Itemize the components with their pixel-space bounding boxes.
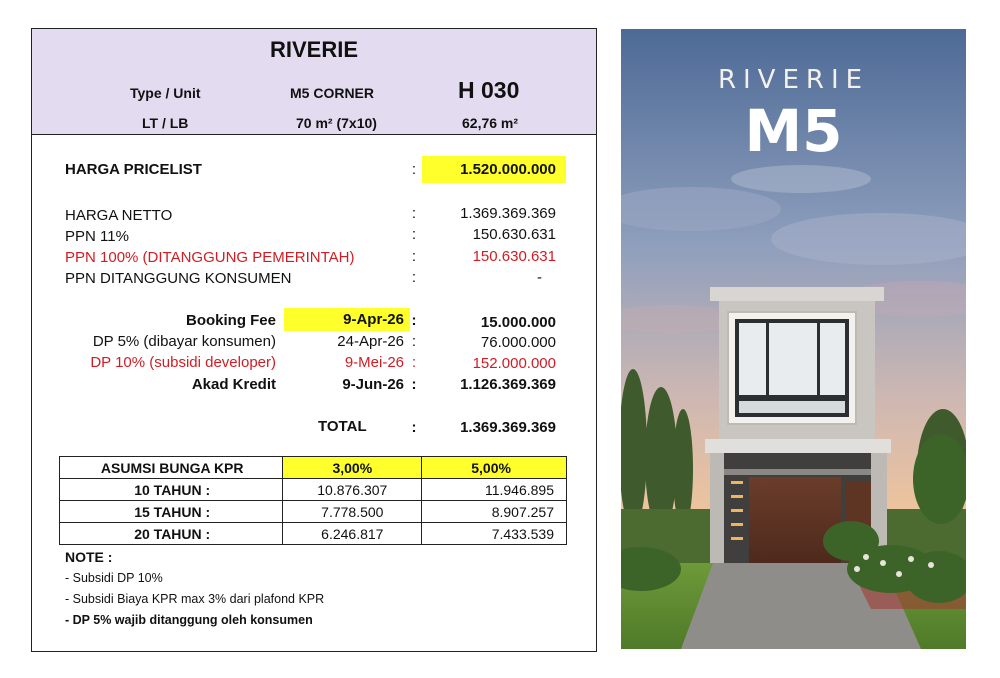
ppn-gov-colon: : bbox=[411, 248, 417, 265]
price-sheet bbox=[31, 28, 597, 652]
total-colon: : bbox=[411, 419, 417, 436]
type-value: M5 CORNER bbox=[290, 85, 375, 101]
akad-value: 1.126.369.369 bbox=[460, 376, 556, 393]
ppn-consumer-colon: : bbox=[411, 269, 417, 286]
ppn-colon: : bbox=[411, 226, 417, 243]
note-title: NOTE : bbox=[65, 549, 113, 565]
ppn-consumer-label: PPN DITANGGUNG KONSUMEN bbox=[65, 270, 292, 287]
unit-code: H 030 bbox=[458, 77, 520, 103]
kpr-table bbox=[59, 456, 567, 545]
table-row bbox=[60, 479, 567, 501]
dp10-date: 9-Mei-26 bbox=[344, 354, 404, 371]
poster-model: M5 bbox=[744, 97, 843, 165]
kpr-installment-rate-2: 7.433.539 bbox=[422, 523, 567, 545]
total-value: 1.369.369.369 bbox=[460, 419, 556, 436]
dp5-value: 76.000.000 bbox=[480, 334, 556, 351]
booking-date: 9-Apr-26 bbox=[284, 308, 410, 331]
building-area: 62,76 m² bbox=[462, 115, 519, 131]
kpr-term-label: 10 TAHUN : bbox=[60, 479, 283, 501]
note-item: - DP 5% wajib ditanggung oleh konsumen bbox=[65, 613, 313, 627]
kpr-installment-rate-1: 10.876.307 bbox=[283, 479, 422, 501]
dp10-label: DP 10% (subsidi developer) bbox=[90, 354, 276, 371]
dp5-label: DP 5% (dibayar konsumen) bbox=[92, 333, 276, 350]
table-row bbox=[60, 501, 567, 523]
poster-brand: RIVERIE bbox=[717, 65, 870, 95]
akad-colon: : bbox=[411, 376, 417, 393]
kpr-header-row bbox=[60, 457, 567, 479]
project-title: RIVERIE bbox=[269, 37, 359, 62]
land-area: 70 m² (7x10) bbox=[296, 115, 377, 131]
pricelist-value: 1.520.000.000 bbox=[422, 156, 566, 183]
note-item: - Subsidi Biaya KPR max 3% dari plafond KPR bbox=[65, 592, 325, 606]
table-row bbox=[60, 523, 567, 545]
booking-label: Booking Fee bbox=[185, 312, 276, 329]
dp5-date: 24-Apr-26 bbox=[337, 333, 404, 350]
ppn-gov-label: PPN 100% (DITANGGUNG PEMERINTAH) bbox=[65, 249, 355, 266]
booking-value: 15.000.000 bbox=[480, 314, 556, 331]
kpr-installment-rate-1: 6.246.817 bbox=[283, 523, 422, 545]
pricelist-colon: : bbox=[411, 161, 417, 178]
dp5-colon: : bbox=[411, 333, 417, 350]
kpr-installment-rate-1: 7.778.500 bbox=[283, 501, 422, 523]
kpr-installment-rate-2: 11.946.895 bbox=[422, 479, 567, 501]
kpr-rate-1: 3,00% bbox=[283, 457, 422, 479]
pricelist-label: HARGA PRICELIST bbox=[65, 161, 202, 178]
ppn-gov-value: 150.630.631 bbox=[472, 248, 556, 265]
house-promo-image bbox=[621, 29, 966, 649]
total-label: TOTAL bbox=[318, 418, 367, 435]
ppn-consumer-value: - bbox=[537, 269, 542, 286]
kpr-rate-2: 5,00% bbox=[422, 457, 567, 479]
type-label: Type / Unit bbox=[130, 85, 201, 101]
dp10-colon: : bbox=[411, 354, 417, 371]
booking-colon: : bbox=[411, 312, 417, 329]
sheet-header bbox=[32, 29, 596, 135]
netto-colon: : bbox=[411, 205, 417, 222]
kpr-header-label: ASUMSI BUNGA KPR bbox=[60, 457, 283, 479]
note-item: - Subsidi DP 10% bbox=[65, 571, 163, 585]
netto-label: HARGA NETTO bbox=[65, 207, 173, 224]
akad-label: Akad Kredit bbox=[191, 376, 276, 393]
kpr-term-label: 20 TAHUN : bbox=[60, 523, 283, 545]
akad-date: 9-Jun-26 bbox=[342, 376, 404, 393]
kpr-term-label: 15 TAHUN : bbox=[60, 501, 283, 523]
dp10-value: 152.000.000 bbox=[472, 355, 556, 372]
netto-value: 1.369.369.369 bbox=[460, 205, 556, 222]
ppn-label: PPN 11% bbox=[65, 228, 129, 245]
ppn-value: 150.630.631 bbox=[472, 226, 556, 243]
lt-lb-label: LT / LB bbox=[142, 115, 189, 131]
kpr-installment-rate-2: 8.907.257 bbox=[422, 501, 567, 523]
